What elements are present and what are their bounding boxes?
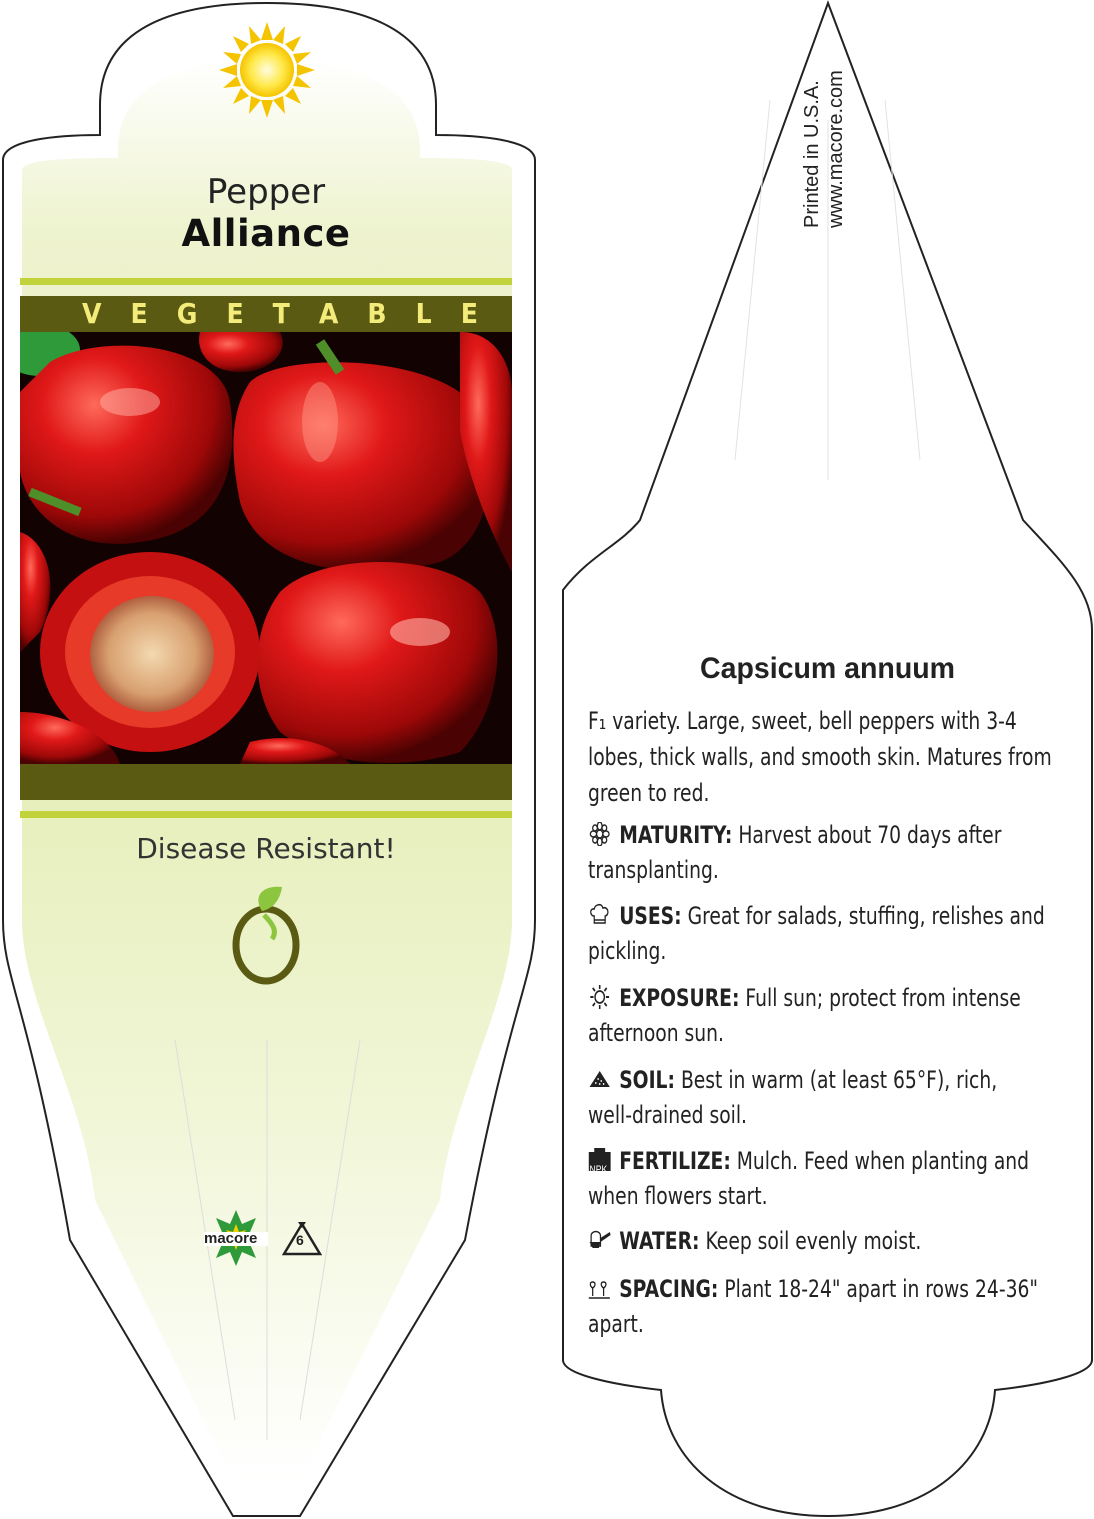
care-label: FERTILIZE: (619, 1147, 731, 1175)
care-text-cont: well-drained soil. (588, 1101, 748, 1129)
care-label: SOIL: (619, 1066, 675, 1094)
care-label: SPACING: (619, 1275, 719, 1303)
variety-title: Alliance (181, 212, 351, 255)
care-text: Great for salads, stuffing, relishes and (687, 902, 1045, 930)
recycle-number: 6 (296, 1232, 304, 1248)
care-item-maturity (588, 818, 1056, 888)
banner-letter: V (82, 297, 102, 330)
care-item-soil (588, 1063, 1056, 1133)
plant-type-title: Pepper (206, 172, 326, 212)
variety-description: F₁ variety. Large, sweet, bell peppers with 3-4 lobes, thick walls, and smooth skin. Matures from green to red. (588, 707, 1052, 807)
banner-letter: E (226, 297, 244, 330)
care-text-cont: apart. (588, 1310, 644, 1338)
care-label: EXPOSURE: (619, 984, 740, 1012)
banner-letter: L (415, 297, 432, 330)
lime-bar-top (20, 278, 512, 285)
npk-label: NPK (589, 1164, 608, 1176)
care-text-cont: transplanting. (588, 856, 719, 884)
care-text-cont: pickling. (588, 937, 667, 965)
care-item-fertilize (588, 1144, 1056, 1214)
lime-bar-bottom (20, 811, 512, 818)
spacing-icon (588, 1275, 615, 1299)
care-text: Mulch. Feed when planting and (736, 1147, 1030, 1175)
banner-letter: T (272, 297, 290, 330)
care-item-spacing (588, 1272, 1056, 1342)
care-label: USES: (619, 902, 682, 930)
banner-letter: E (460, 297, 478, 330)
care-label: WATER: (619, 1227, 700, 1255)
sun-icon (588, 984, 615, 1008)
printed-in-usa (800, 70, 848, 228)
care-text: Keep soil evenly moist. (705, 1227, 922, 1255)
care-item-water (588, 1224, 1056, 1259)
pepper-photo (20, 332, 512, 764)
care-text: Best in warm (at least 65°F), rich, (680, 1066, 998, 1094)
care-text-cont: when flowers start. (588, 1182, 768, 1210)
flower-icon (588, 821, 615, 845)
sun-logo-icon (219, 22, 315, 118)
care-text: Full sun; protect from intense (745, 984, 1021, 1012)
care-item-uses (588, 899, 1056, 969)
care-text: Plant 18-24" apart in rows 24-36" (724, 1275, 1039, 1303)
npk-icon (588, 1147, 615, 1176)
banner-letter: A (318, 297, 339, 330)
photo-bottom-band (20, 764, 512, 800)
latin-name: Capsicum annuum (700, 652, 955, 685)
banner-letter: E (130, 297, 148, 330)
care-label: MATURITY: (619, 821, 733, 849)
banner-letter: G (176, 297, 198, 330)
vegetable-banner-text (20, 296, 512, 332)
banner-letter: B (367, 297, 387, 330)
macore-brand-text: macore (204, 1230, 258, 1247)
watering-can-icon (588, 1227, 615, 1251)
disease-resistant-tagline: Disease Resistant! (136, 832, 396, 865)
care-text-cont: afternoon sun. (588, 1019, 724, 1047)
website-line: www.macore.com (825, 70, 847, 228)
soil-icon (588, 1066, 615, 1090)
printed-line: Printed in U.S.A. (801, 80, 823, 228)
care-item-exposure (588, 981, 1056, 1051)
chef-hat-icon (588, 902, 615, 926)
care-text: Harvest about 70 days after (738, 821, 1002, 849)
